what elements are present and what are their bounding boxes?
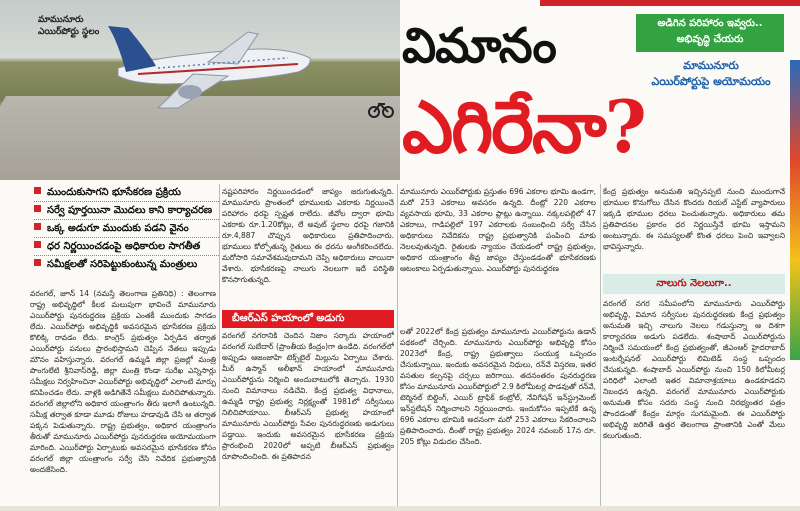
subhead-four-months: నాలుగు నెలలుగా.. — [603, 274, 785, 294]
motorcycle-icon — [368, 96, 394, 118]
bullet-item: ముందుకుసాగని భూసేకరణ ప్రక్రియ — [34, 184, 219, 202]
deck-blue-line-1: మామునూరు — [683, 59, 739, 72]
deck-green-box — [636, 14, 784, 52]
bullet-list — [34, 184, 219, 273]
top-red-bar — [540, 0, 800, 6]
bullet-square-icon — [34, 259, 41, 266]
deck-green-line-2: అభివృద్ధి చేయరు — [676, 34, 744, 45]
bottom-strip — [0, 506, 800, 511]
deck-green-line-1: అడిగిన పరిహారం ఇవ్వరు.. — [657, 18, 763, 29]
article-column-3: మామునూరు ఎయిర్‌పోర్టుకు ప్రస్తుతం 696 ఎకరాల భూమి ఉండగా, మరో 253 ఎకరాలు అవసరం ఉన్నది. దీంట్లో 220 ఎకరాల వ్యవసాయ భూమి, 33 ఎకరాల ప్లాట్లు ఉన్నాయి. నక్కలపల్లిలో 47 ఎకరాలు, గాడిపల్లిలో 197 ఎకరాలకు సంబంధించి సర్వే చేసిన అధికారులు నివేదికను రాష్ట్ర ప్రభుత్వానికి పంపించి మాకు నెలలవుతున్నది. రైతులకు న్యాయం చేయడంలో రాష్ట్ర ప్రభుత్వం, అధికార యంత్రాంగం తీవ్ర జాప్యం చేస్తుండడంతో భూసేకరణకు ఆటంకాలు ఏర్పడుతున్నాయి. ఎయిర్‌పోర్టు పునరుద్ధరణ — [400, 187, 596, 273]
bullet-item: సర్వే పూర్తయినా మొదలు కాని కార్యాచరణ — [34, 202, 219, 220]
article-column-6: లతో 2022లో కేంద్ర ప్రభుత్వం మామునూరు ఎయిర్‌పోర్టును ఉడాన్ పథకంలో చేర్చింది. మామునూరు ఎయిర్‌పోర్టు అభివృద్ధి కోసం 2023లో కేంద్ర, రాష్ట్ర ప్రభుత్వాలు సంయుక్త ఒప్పందం చేసుకున్నాయి. ఇందుకు అవసరమైన నిధులు, రన్‌వే విస్తరణ, ఇతర వసతుల కల్పనపై చర్చలు జరిగాయి. తదనంతరం పునరుద్ధరణ కోసం మామునూరు ఎయిర్‌పోర్టులో 2.9 కిలోమీటర్ల పొడవుతో రన్‌వే, టెర్మినల్ బిల్డింగ్, ఎయిర్ ట్రాఫిక్ కంట్రోల్, నేవిగేషన్ ఇన్‌స్ట్రుమెంట్ ఇన్‌స్టలేషన్ నిర్మించాలని నిర్ణయించారు. ఇందుకోసం ఇప్పటికే ఉన్న 696 ఎకరాల భూమికి అదనంగా మరో 253 ఎకరాలు సేకరించాలని ప్రతిపాదించారు. దీంతో రాష్ట్ర ప్రభుత్వం 2024 నవంబర్ 17న రూ. 205 కోట్లు విడుదల చేసింది. — [400, 327, 596, 446]
deck-blue — [636, 58, 786, 90]
airplane-icon — [98, 22, 318, 112]
adjacent-page-edge — [790, 60, 800, 360]
bullet-square-icon — [34, 241, 41, 248]
column-divider — [219, 184, 220, 508]
headline-line-2: ఎగిరేనా? — [402, 84, 645, 169]
column-divider — [600, 184, 601, 508]
caption-line-2: ఎయిర్‌పోర్టు స్థలం — [38, 27, 100, 37]
article-column-4: కేంద్ర ప్రభుత్వం అనుమతి ఇచ్చినప్పటి నుంచి ముందుగానే భూముల కొనుగోలు చేసిన కొందరు రియల్ ఎస్టేట్ వ్యాపారులు ఇక్కడి భూముల ధరలు పెంచుతున్నారు. అధికారులు తమ ప్రతిపాదనల ప్రకారం ధర నిర్ణయిస్తేనే భూమి ఇస్తామని అంటున్నారు. ఈ సమస్యలతో కొంత ధరలు పెంచి ఇవ్వాలని భావిస్తున్నారు. — [603, 187, 785, 251]
column-divider — [397, 184, 398, 508]
subhead-brs: బీఆర్ఎస్ హయాంలో అడుగు — [222, 310, 394, 328]
bullet-item: ధర నిర్ణయించడంపై అధికారుల సాగతీత — [34, 238, 219, 256]
article-column-7: వరంగల్ నగర సమీపంలోని మామునూరు ఎయిర్‌పోర్టు అభివృద్ధి, విమాన సర్వీసుల పునరుద్ధరణకు కేంద్ర ప్రభుత్వం అనుమతి ఇచ్చి నాలుగు నెలలు గడుస్తున్నా ఆ దిశగా కార్యాచరణ అడుగు పడలేదు. శంషాబాద్ ఎయిర్‌పోర్టును నిర్మించే సమయంలో కేంద్ర ప్రభుత్వంతో, జీఎంఆర్ హైదరాబాద్ ఇంటర్నేషనల్ ఎయిర్‌పోర్టు లిమిటెడ్ సంస్థ ఒప్పందం చేసుకున్నది. శంషాబాద్ ఎయిర్‌పోర్టు నుంచి 150 కిలోమీటర్ల పరిధిలో ఎలాంటి ఇతర విమానాశ్రయాలు ఉండకూడదని నిబంధన ఉన్నది. వరంగల్ మామునూరు ఎయిర్‌పోర్టుకు అనుమతి కోసం సదరు సంస్థ నుంచి నిరభ్యంతర పత్రం పొందడంతో కేంద్రం మార్గం సుగమమైంది. ఈ ఎయిర్‌పోర్టు అభివృద్ధి జరిగితే ఉత్తర తెలంగాణ ప్రాంతానికి ఎంతో మేలు కలుగుతుంది. — [603, 299, 785, 440]
bullet-square-icon — [34, 187, 41, 194]
article-column-1: వరంగల్, జూన్ 14 (నమస్తే తెలంగాణ ప్రతినిధి) : తెలంగాణ రాష్ట్ర అభివృద్ధిలో కీలక మలుపుగా భావించే మామునూరు ఎయిర్‌పోర్టు పునరుద్ధరణ ప్రక్రియ ఎంతకీ ముందుకు సాగడం లేదు. ఎయిర్‌పోర్టు అభివృద్ధికి అవసరమైన భూసేకరణ ప్రక్రియ కొలిక్కి రావడం లేదు. కాంగ్రెస్ ప్రభుత్వం ఏర్పడిన తర్వాత ఎయిర్‌పోర్టు పనులు ప్రారంభిస్తామని చెప్పిన నేతలు ఇప్పుడు మౌనం వహిస్తున్నారు. వరంగల్ ఉమ్మడి జిల్లా ప్రజల్లో మంత్రి పొంగులేటి శ్రీనివాస్‌రెడ్డి, జిల్లా మంత్రి కొండా సురేఖ ఎన్నిసార్లు సమీక్షలు నిర్వహించినా ఎయిర్‌పోర్టు అభివృద్ధిలో ఎలాంటి మార్పు కనిపించడం లేదు. వాళ్లకి అడిగితేనే సమీక్షలు మరిచిపోతున్నారు. వరంగల్ జిల్లాలోని అధికార యంత్రాంగం తీరు ఇలాగే ఉంటున్నది. సమీక్ష తర్వాత కూడా మూడు రోజులు హడావుడి చేసి ఆ తర్వాత పక్కన పెడుతున్నారు. రాష్ట్ర ప్రభుత్వం, అధికార యంత్రాంగం తీరుతో మామునూరు ఎయిర్‌పోర్టు పునరుద్ధరణ అయోమయంగా మారింది. ఎయిర్‌పోర్టు ఏర్పాటుకు అవసరమైన భూసేకరణ కోసం వరంగల్ జిల్లా యంత్రాంగం సర్వే చేసి నివేదిక ప్రభుత్వానికి అందజేసింది. — [30, 289, 216, 474]
airport-photo — [0, 0, 400, 180]
bullet-item: ఒక్క అడుగూ ముందుకు పడని వైనం — [34, 220, 219, 238]
article-column-2: నష్టపరిహారం నిర్ణయించడంలో జాప్యం జరుగుతున్నది. మామునూరు ప్రాంతంలో భూములకు ఎకరాకు నిర్ణయించే పరిహారం ధరపై స్పష్టత రాలేదు. జీవోల ద్వారా భూమి ఎకరాకు రూ.1.20కోట్లు, లే అవుట్ స్థలాల ధరపై గజానికి రూ.4,887 చొప్పున అధికారులు ప్రతిపాదించారు. భూములు కోల్పోతున్న రైతులు ఈ ధరను అంగీకరించలేదు. మరోసారి సమావేశమవుదామని చెప్పి అధికారులు వాయిదా వేశారు. భూసేకరణపై నాలుగు నెలలుగా ఇదే పరిస్థితి కొనసాగుతున్నది. — [222, 187, 394, 284]
caption-line-1: మామునూరు — [38, 15, 84, 25]
bullet-item: సమీక్షలతో సరిపెట్టుకుంటున్న మంత్రులు — [34, 256, 219, 273]
article-column-5: వరంగల్ నగరానికి చెందిన నిజాం సర్కారు హయాంలో వరంగల్ సుబేదార్ (ప్రాంతీయ కేంద్రం)గా ఉండేది. వరంగల్‌లో అప్పుడు ఆజంజాహి టెక్స్‌టైల్ మిల్లును ఏర్పాటు చేశారు. మీర్ ఉస్మాన్ అలీఖాన్ హయాంలో మామునూరు ఎయిర్‌పోర్టును నిర్మించి అందుబాటులోకి తెచ్చారు. 1930 నుంచి విమానాలు నడిచేవి. కేంద్ర ప్రభుత్వ విధానాలు, ఉమ్మడి రాష్ట్ర ప్రభుత్వ నిర్లక్ష్యంతో 1981లో సర్వీసులు నిలిచిపోయాయి. బీఆర్ఎస్ ప్రభుత్వ హయాంలో మామునూరు ఎయిర్‌పోర్టు సేవల పునరుద్ధరణకు అడుగులు పడ్డాయి. ఇందుకు అవసరమైన భూసేకరణ ప్రక్రియ ప్రారంభించి 2020లో అప్పటి బీఆర్ఎస్ ప్రభుత్వం రూపొందించింది. ఈ ప్రతిపాదన — [222, 331, 394, 461]
bullet-square-icon — [34, 205, 41, 212]
headline-line-1: విమానం — [402, 18, 556, 74]
bullet-square-icon — [34, 223, 41, 230]
deck-blue-line-2: ఎయిర్‌పోర్టుపై అయోమయం — [651, 75, 771, 88]
photo-caption — [38, 14, 99, 38]
